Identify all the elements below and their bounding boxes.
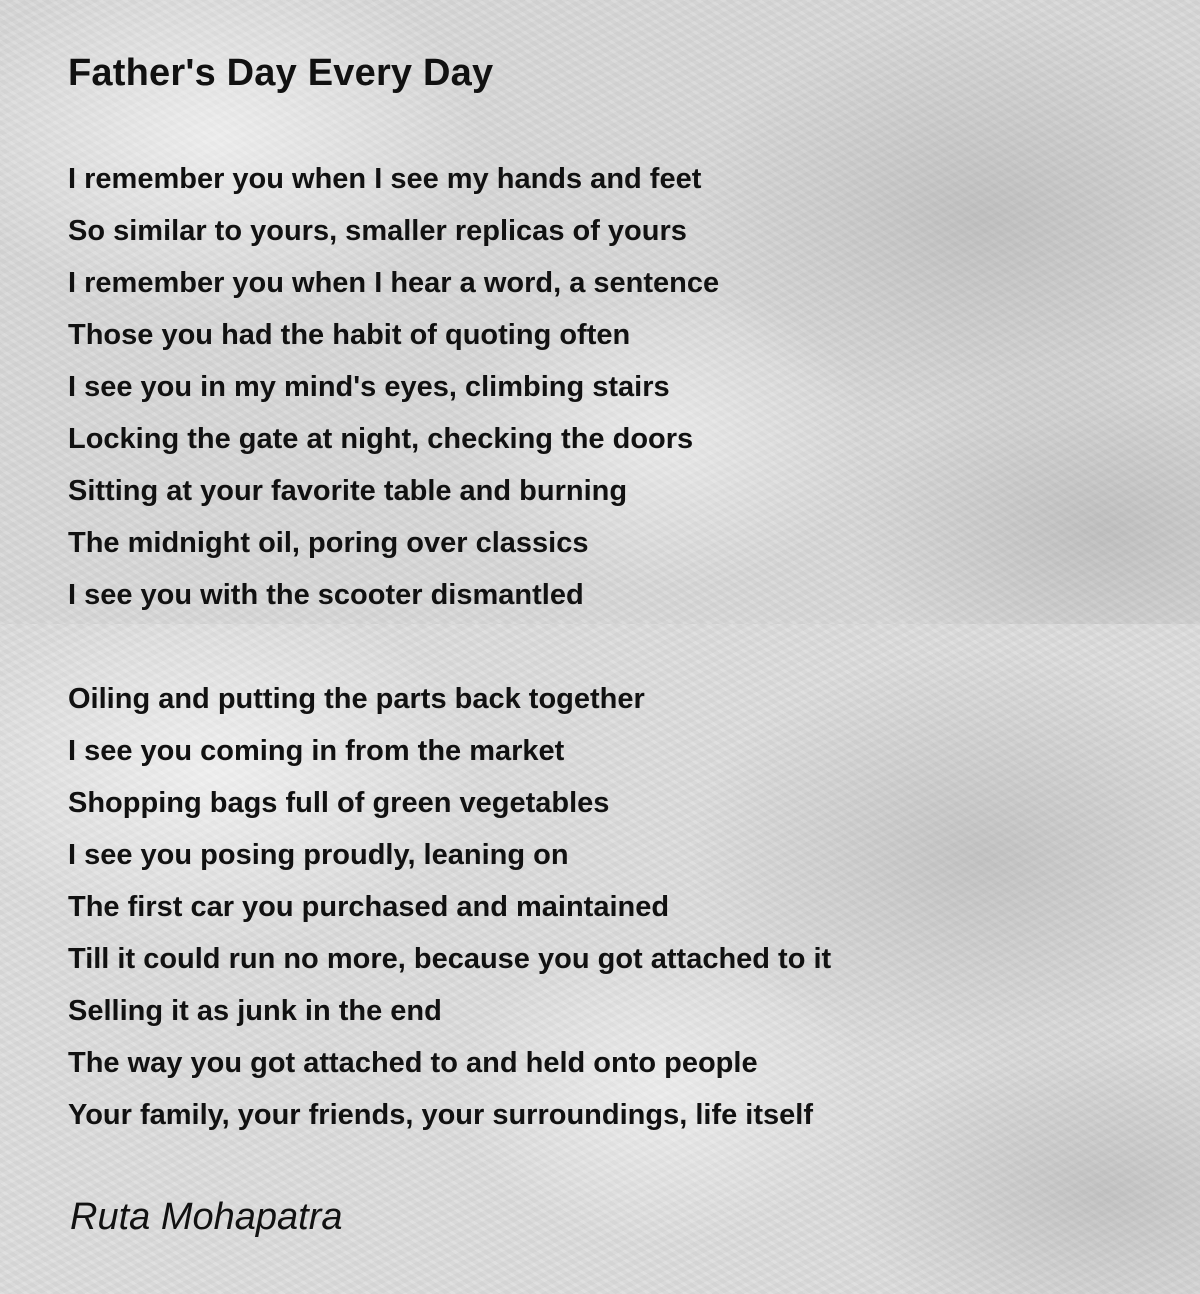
stanza-2 [68,673,831,1141]
poem-line: I see you posing proudly, leaning on [68,839,569,871]
poem-line: Those you had the habit of quoting often [68,319,631,351]
poem-line: Shopping bags full of green vegetables [68,787,610,819]
poem-line: Oiling and putting the parts back together [68,683,645,715]
poem-line: Sitting at your favorite table and burning [68,475,628,507]
poem-line: The way you got attached to and held onto people [68,1047,758,1079]
poem-title: Father's Day Every Day [68,52,494,94]
poem-line: So similar to yours, smaller replicas of yours [68,215,687,247]
poem-author: Ruta Mohapatra [70,1196,343,1238]
poem-line: I see you coming in from the market [68,735,565,767]
poem-line: The first car you purchased and maintained [68,891,670,923]
poem-line: I see you with the scooter dismantled [68,579,584,611]
poem-line: Selling it as junk in the end [68,995,442,1027]
poem-line: The midnight oil, poring over classics [68,527,589,559]
poem-line: Your family, your friends, your surroundings, life itself [68,1099,813,1131]
poem-line: I remember you when I see my hands and feet [68,163,702,195]
stanza-1 [68,153,719,621]
poem-line: I see you in my mind's eyes, climbing stairs [68,371,670,403]
poem-line: Locking the gate at night, checking the doors [68,423,694,455]
poem-line: I remember you when I hear a word, a sentence [68,267,720,299]
poem-line: Till it could run no more, because you got attached to it [68,943,832,975]
